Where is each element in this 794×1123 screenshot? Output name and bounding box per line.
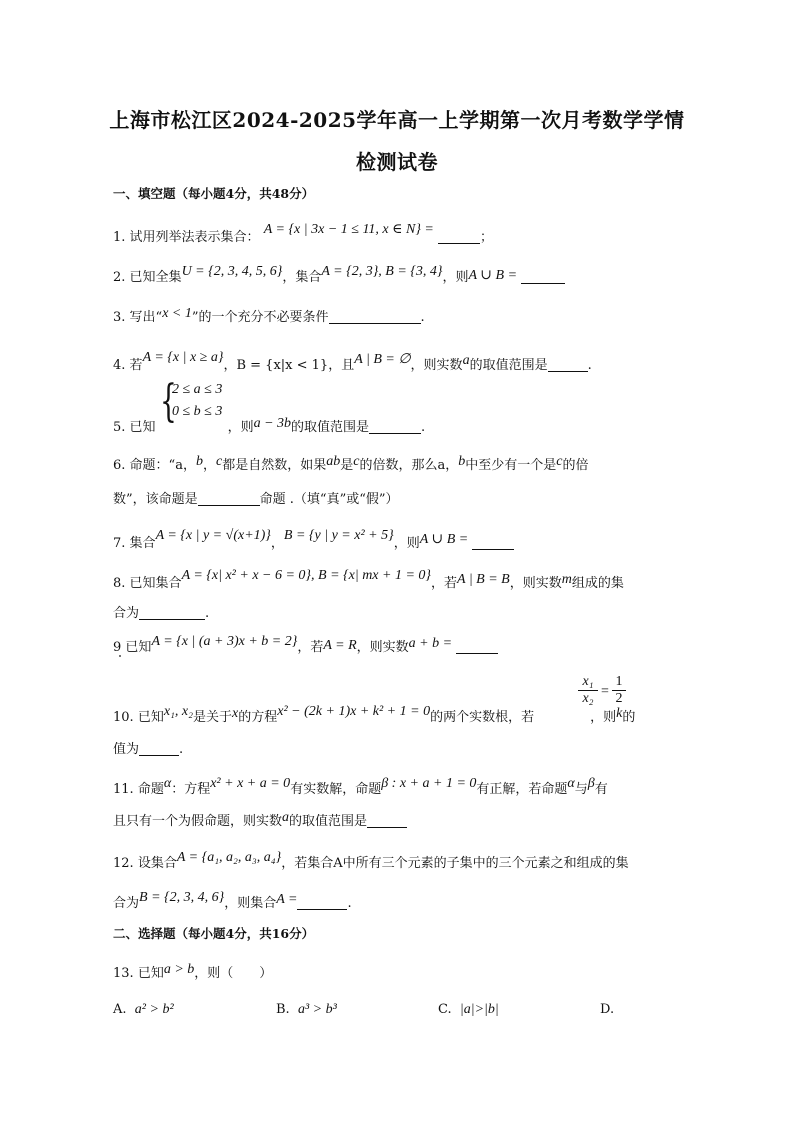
fraction-denominator: x₂ [578, 690, 598, 707]
question-text: 的倍 [562, 458, 589, 473]
question-8 [113, 568, 624, 592]
math-variable: x [232, 706, 239, 721]
option-b[interactable] [276, 1002, 337, 1018]
question-10-line-2 [113, 738, 183, 757]
option-math: a² > b² [134, 1002, 174, 1017]
answer-blank[interactable] [456, 639, 498, 654]
question-text: 已知 [125, 640, 152, 655]
math-variable: c [215, 454, 223, 469]
system-line-2: 0 ≤ b ≤ 3 [172, 404, 223, 419]
question-text: 集合 [129, 536, 156, 551]
option-label: D. [600, 1002, 615, 1017]
option-label: B. [276, 1002, 290, 1017]
fraction-numerator: x₁ [582, 674, 594, 689]
question-number: 9 [113, 640, 122, 655]
answer-blank[interactable] [438, 229, 480, 244]
section-multiple-choice-header: 二、选择题（每小题4分，共16分） [113, 926, 315, 941]
answer-blank[interactable] [198, 491, 260, 506]
question-text: ”的一个充分不必要条件 [191, 310, 329, 325]
punctuation: . [421, 420, 426, 435]
question-text: 已知 [137, 710, 164, 725]
question-text: ，B = {x|x < 1}，且 [223, 358, 355, 373]
math-expression: a > b [163, 962, 195, 977]
question-text: 命题：“a， [129, 458, 196, 473]
question-text: ，则实数 [356, 640, 409, 655]
question-text: ，若 [431, 576, 458, 591]
exam-title-line1: 上海市松江区2024-2025学年高一上学期第一次月考数学学情 [109, 108, 685, 132]
question-text: 有 [594, 782, 608, 797]
math-expression: A = {x | x ≥ a} [142, 350, 224, 365]
answer-blank[interactable] [369, 419, 421, 434]
question-number: 6. [113, 458, 126, 473]
question-text: 数”，该命题是 [113, 492, 198, 507]
question-text: 已知 [137, 966, 164, 981]
question-text: ，若集合A中所有三个元素的子集中的三个元素之和组成的集 [281, 856, 629, 871]
question-text: 与 [574, 782, 588, 797]
math-expression: x² + x + a = 0 [210, 776, 291, 791]
math-expression: B = {y | y = x² + 5} [283, 528, 394, 543]
math-expression: x₁, x₂ [163, 704, 194, 719]
math-variable: k [616, 706, 623, 721]
question-text: 是 [340, 458, 354, 473]
option-a[interactable] [113, 1002, 174, 1018]
question-number: 7. [113, 536, 126, 551]
question-5 [113, 416, 425, 436]
section-fill-in-header: 一、填空题（每小题4分，共48分） [113, 186, 315, 201]
math-variable: a [462, 353, 470, 368]
question-number: 2. [113, 270, 126, 285]
question-text: ，则 [442, 270, 469, 285]
question-6-line-2 [113, 488, 399, 507]
equals-sign: = [601, 684, 609, 699]
option-math: |a|>|b| [459, 1002, 499, 1017]
question-8-line-2 [113, 602, 209, 621]
answer-blank[interactable] [297, 895, 347, 910]
question-text: 有实数解，命题 [290, 782, 382, 797]
fraction-one-half [612, 674, 626, 707]
math-expression: a + b = [408, 636, 453, 651]
math-variable: m [561, 572, 572, 587]
question-number: 13. [113, 966, 134, 981]
option-label: A. [113, 1002, 127, 1017]
question-text: ，则 [227, 420, 254, 435]
question-11 [113, 778, 608, 798]
math-expression: A = {x | y = √(x+1)} [155, 528, 271, 543]
answer-blank[interactable] [367, 813, 407, 828]
answer-blank[interactable] [521, 269, 565, 284]
question-text: 中至少有一个是 [465, 458, 557, 473]
math-expression: A = R [323, 638, 357, 653]
question-7 [113, 528, 514, 552]
question-text: 的取值范围是 [291, 420, 370, 435]
punctuation: . [179, 742, 184, 757]
question-6 [113, 454, 588, 474]
system-line-1: 2 ≤ a ≤ 3 [172, 382, 223, 397]
math-expression: A = {x | 3x − 1 ≤ 11, x ∈ N} = [263, 222, 434, 237]
question-number: 3. [113, 310, 126, 325]
question-3 [113, 306, 425, 326]
math-expression: A ∪ B = [468, 268, 518, 283]
question-text: 组成的集 [571, 576, 624, 591]
answer-blank[interactable] [472, 535, 514, 550]
question-text: 是关于 [193, 710, 233, 725]
math-expression: A = {x | (a + 3)x + b = 2} [151, 634, 298, 649]
fraction-x1-over-x2 [578, 674, 598, 707]
question-text: 都是自然数，如果 [222, 458, 327, 473]
question-text: ，则实数 [410, 358, 463, 373]
math-variable: α [163, 776, 172, 791]
math-variable: c [556, 454, 563, 469]
math-expression: A | B = B [457, 572, 510, 587]
question-text: 若 [129, 358, 143, 373]
question-9 [113, 636, 498, 656]
math-expression: x < 1 [162, 306, 192, 321]
question-text: ，集合 [282, 270, 322, 285]
punctuation: ； [480, 230, 494, 245]
math-expression: A = {x| x² + x − 6 = 0}, B = {x| mx + 1 = 0} [181, 568, 432, 583]
question-number: 4. [113, 358, 126, 373]
question-number: 11. [113, 782, 134, 797]
math-variable: a [282, 810, 290, 825]
question-2 [113, 266, 565, 286]
math-expression: A | B = ∅ [354, 352, 411, 367]
question-text: 命题 .（填“真”或“假”） [259, 492, 399, 507]
punctuation: . [420, 310, 425, 325]
question-text: ，则实数 [509, 576, 562, 591]
question-12-line-2 [113, 892, 352, 912]
math-expression: A = {a₁, a₂, a₃, a₄} [176, 850, 282, 865]
question-number: 1. [113, 230, 126, 245]
math-expression: x² − (2k + 1)x + k² + 1 = 0 [277, 704, 431, 719]
question-text: ， [202, 458, 216, 473]
question-text: 有正解，若命题 [476, 782, 568, 797]
option-math: a³ > b³ [297, 1002, 337, 1017]
question-text: 合为 [113, 896, 140, 911]
math-expression: β : x + a + 1 = 0 [381, 776, 477, 791]
math-variable: b [458, 454, 466, 469]
question-text: 写出“ [129, 310, 163, 325]
math-variable: b [195, 454, 203, 469]
question-text: 的两个实数根，若 [430, 710, 535, 725]
option-d[interactable] [600, 1002, 622, 1018]
math-variable: c [353, 454, 360, 469]
question-text: ， [270, 536, 284, 551]
question-11-line-2 [113, 810, 407, 830]
question-10 [113, 706, 635, 726]
question-text: 的倍数，那么a， [359, 458, 459, 473]
option-c[interactable] [438, 1002, 499, 1018]
question-13 [113, 962, 272, 982]
question-text: 已知 [129, 420, 156, 435]
question-number: 5. [113, 420, 126, 435]
fraction-denominator: 2 [612, 690, 626, 707]
exam-title-line2: 检测试卷 [356, 150, 438, 174]
question-text: 已知集合 [129, 576, 182, 591]
answer-blank[interactable] [139, 605, 205, 620]
question-text: 的方程 [238, 710, 278, 725]
question-text: ，则（ ） [194, 966, 273, 981]
punctuation: . [205, 606, 210, 621]
question-text: 试用列举法表示集合： [129, 230, 260, 245]
question-text: ，则集合 [224, 896, 277, 911]
math-expression: a − 3b [253, 416, 292, 431]
question-number: 12. [113, 856, 134, 871]
answer-blank[interactable] [548, 357, 588, 372]
math-expression: A = [276, 892, 298, 907]
question-text: 命题 [137, 782, 164, 797]
math-variable: β [587, 776, 595, 791]
question-text: 合为 [113, 606, 140, 621]
math-expression: A = {2, 3}, B = {3, 4} [321, 264, 443, 279]
question-text: 且只有一个为假命题，则实数 [113, 814, 283, 829]
answer-blank[interactable] [139, 741, 179, 756]
left-brace: { [160, 376, 177, 427]
question-text: 值为 [113, 742, 140, 757]
fraction-numerator: 1 [615, 674, 623, 689]
math-expression: A ∪ B = [419, 532, 469, 547]
question-text: 已知全集 [129, 270, 182, 285]
math-expression: U = {2, 3, 4, 5, 6} [181, 264, 283, 279]
question-number: 10. [113, 710, 134, 725]
question-text: ：方程 [171, 782, 211, 797]
math-variable: α [567, 776, 575, 791]
question-text: 的 [622, 710, 636, 725]
question-12 [113, 852, 629, 872]
math-expression: B = {2, 3, 4, 6} [139, 890, 225, 905]
question-text: 的取值范围是 [469, 358, 548, 373]
question-number: 8. [113, 576, 126, 591]
question-1 [113, 222, 494, 246]
question-text: ，则 [393, 536, 420, 551]
punctuation: . [347, 896, 352, 911]
option-label: C. [438, 1002, 452, 1017]
stray-mark [119, 655, 121, 657]
question-4 [113, 350, 592, 374]
math-variable: ab [326, 454, 341, 469]
answer-blank[interactable] [329, 309, 421, 324]
question-text: ，若 [297, 640, 324, 655]
question-text: 设集合 [137, 856, 177, 871]
question-text: 的取值范围是 [289, 814, 368, 829]
question-text: ，则 [590, 710, 617, 725]
punctuation: . [587, 358, 592, 373]
